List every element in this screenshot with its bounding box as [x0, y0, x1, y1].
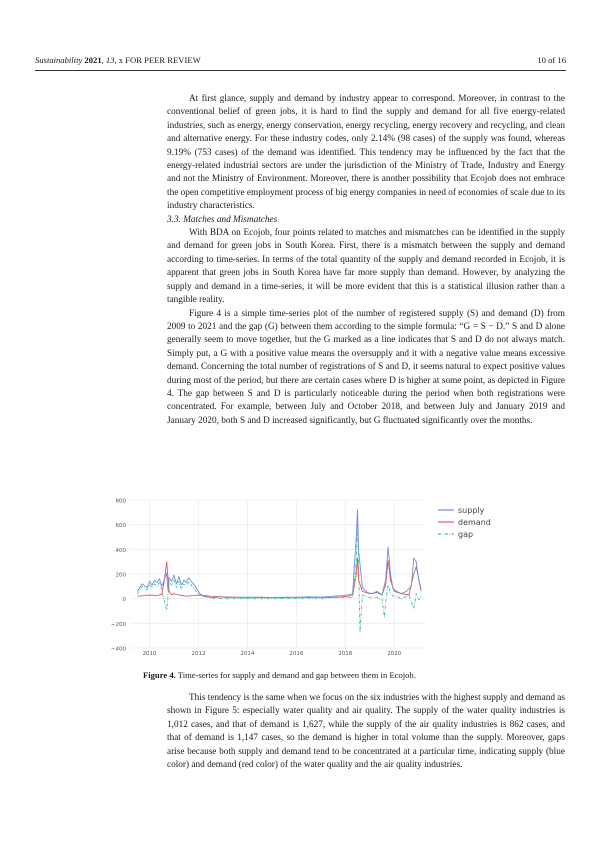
legend-label-demand: demand: [458, 518, 491, 527]
x-tick-label: 2020: [387, 651, 402, 656]
journal-year: 2021: [84, 55, 102, 65]
y-tick-label: 600: [115, 523, 126, 530]
time-series-chart: [108, 496, 508, 656]
section-heading: 3.3. Matches and Mismatches: [167, 214, 278, 225]
review-tag: , x FOR PEER REVIEW: [114, 55, 201, 65]
legend-label-supply: supply: [458, 506, 485, 515]
x-tick-label: 2018: [338, 651, 353, 656]
x-tick-label: 2010: [142, 651, 157, 656]
y-tick-label: 800: [115, 498, 126, 505]
y-tick-label: 400: [115, 547, 126, 554]
x-tick-label: 2016: [289, 651, 304, 656]
page-number: 10 of 16: [537, 55, 566, 65]
caption-text: Time-series for supply and demand and gap between them in Ecojob.: [175, 670, 416, 680]
body-text-2: [167, 692, 565, 772]
paragraph-4: This tendency is the same when we focus on the six industries with the highest supply and demand as shown in Figure 5: especially water quality and air quality. The supply of the water quality industries is 1,012 cases, and that of demand is 1,627, while the supply of the air quality industries is 862 cases, and that of demand is 1,147 cases, so the demand is higher in total volume than the supply. Moreover, gaps arise because both supply and demand tend to be concentrated at a particular time, indicating supply (blue color) and demand (red color) of the water quality and the air quality industries.: [167, 693, 565, 771]
body-text: [167, 93, 565, 428]
journal-name: Sustainability: [35, 55, 83, 65]
y-tick-label: −200: [110, 621, 126, 628]
journal-citation: Sustainability 2021, 13, x FOR PEER REVIEW: [35, 55, 201, 65]
legend-label-gap: gap: [458, 530, 474, 539]
figure-caption: [143, 669, 563, 681]
y-tick-label: 200: [115, 572, 126, 579]
journal-volume: 13: [105, 55, 115, 65]
paragraph-3: Figure 4 is a simple time-series plot of the number of registered supply (S) and demand (D) from 2009 to 2021 and the gap (G) between them according to the simple formula: “G = S − D.” S and D alone generally seem to move together, but the G marked as a line indicates that S and D do not always match. Simply put, a G with a positive value means the oversupply and it with a negative value means excessive demand. Concerning the total number of registrations of S and D, it seems natural to expect positive values during most of the period, but there are certain cases where D is higher at some point, as depicted in Figure 4. The gap between S and D is particularly noticeable during the period when both registrations were concentrated. For example, between July and October 2018, and between July and January 2019 and January 2020, both S and D increased significantly, but G fluctuated significantly over the months.: [167, 308, 565, 426]
y-tick-label: −400: [110, 646, 126, 653]
header-rule: [35, 70, 566, 71]
figure-4: [108, 496, 508, 656]
paragraph-2: With BDA on Ecojob, four points related to matches and mismatches can be identified in the supply and demand for green jobs in South Korea. First, there is a mismatch between the supply and demand according to time-series. In terms of the total quantity of the supply and demand recorded in Ecojob, it is apparent that green jobs in South Korea have far more supply than demand. However, by analyzing the supply and demand in a time-series, it will be more evident that this is a statistical illusion rather than a tangible reality.: [167, 228, 565, 306]
y-tick-label: 0: [122, 597, 126, 604]
caption-label: Figure 4.: [143, 670, 176, 680]
x-tick-label: 2014: [240, 651, 255, 656]
x-tick-label: 2012: [191, 651, 206, 656]
paragraph-1: At first glance, supply and demand by industry appear to correspond. Moreover, in contrast to the conventional belief of green jobs, it is hard to find the supply and demand for all five energy-related industries, such as energy, energy conservation, energy recycling, energy recovery and recycling, and clean and alternative energy. For these industry codes, only 2.14% (98 cases) of the supply was found, whereas 9.19% (753 cases) of the demand was identified. This tendency may be influenced by the fact that the energy-related industrial sectors are under the jurisdiction of the Ministry of Trade, Industry and Energy and not the Ministry of Environment. Moreover, there is another possibility that Ecojob does not embrace the open competitive employment process of big energy companies in need of economies of scale due to its industry characteristics.: [167, 94, 565, 212]
page-header: [35, 53, 566, 67]
